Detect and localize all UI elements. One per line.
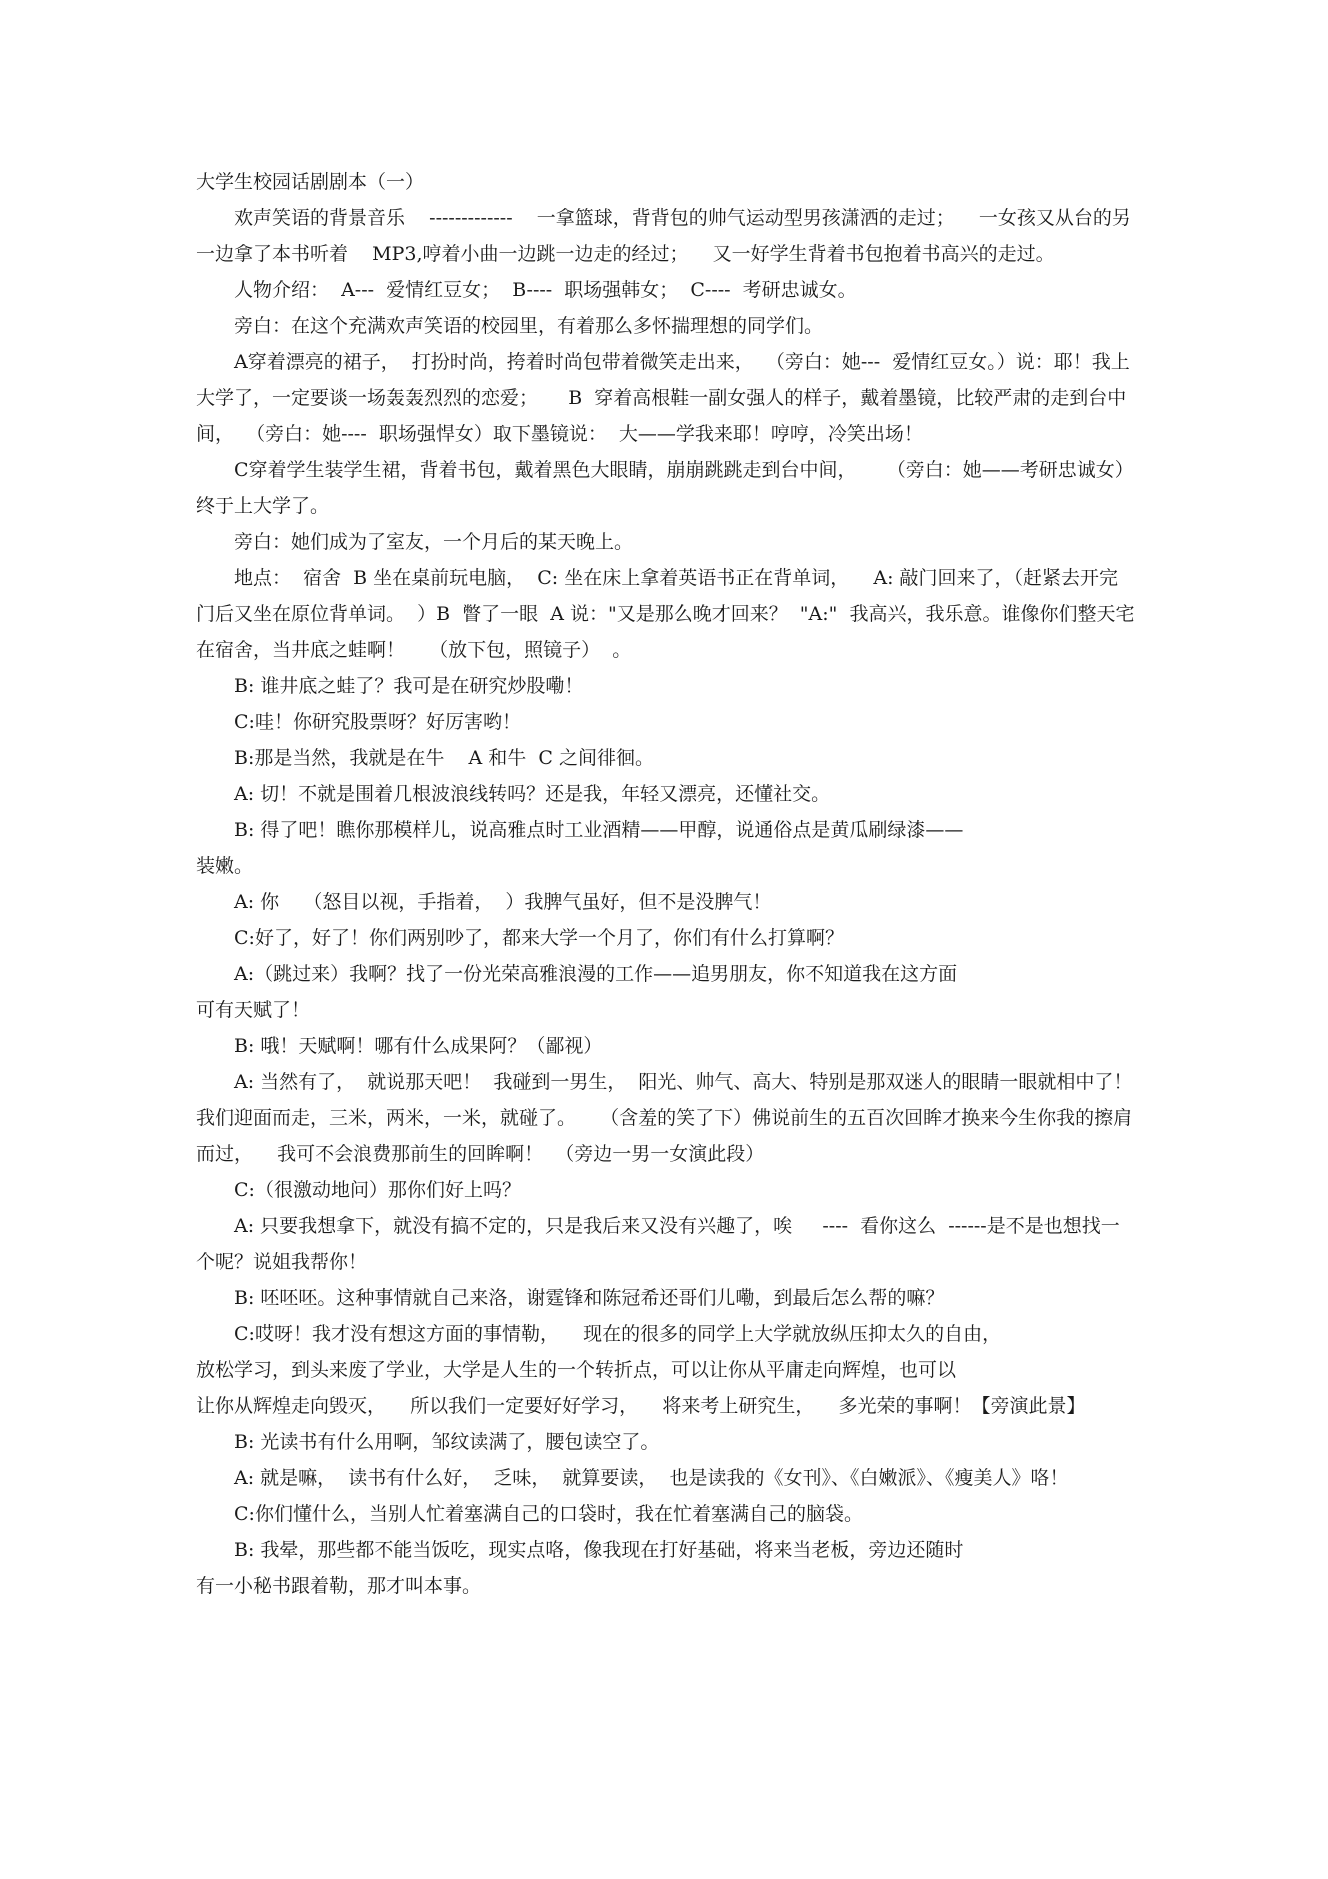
paragraph-line: A:（跳过来）我啊？找了一份光荣高雅浪漫的工作——追男朋友，你不知道我在这方面: [234, 963, 958, 985]
paragraph: [196, 1208, 1136, 1280]
paragraph: [196, 740, 1136, 776]
paragraph: [196, 1460, 1136, 1496]
paragraph-line: B: 哦！天赋啊！哪有什么成果阿？（鄙视）: [234, 1035, 603, 1057]
paragraph: [196, 1028, 1136, 1064]
paragraph-line: C:哇！你研究股票呀？好厉害哟！: [234, 711, 521, 733]
paragraph: [196, 884, 1136, 920]
paragraph-line: A穿着漂亮的裙子， 打扮时尚，挎着时尚包带着微笑走出来， （旁白：她--- 爱情红豆女。）说：耶！我上大学了，一定要谈一场轰轰烈烈的恋爱； B 穿着高根鞋一副女强人的样子，戴着墨镜，比较严肃的走到台中间， （旁白：她---- 职场强悍女）取下墨镜说： 大——学我来耶！哼哼，冷笑出场！: [196, 351, 1130, 445]
paragraph: [196, 668, 1136, 704]
page-title: 大学生校园话剧剧本（一）: [196, 171, 425, 193]
paragraph-line: B: 呸呸呸。这种事情就自己来洛，谢霆锋和陈冠希还哥们儿嘞，到最后怎么帮的嘛？: [234, 1287, 945, 1309]
paragraph: [196, 1496, 1136, 1532]
paragraph: [196, 200, 1136, 272]
paragraph-line: A: 只要我想拿下，就没有搞不定的，只是我后来又没有兴趣了，唉 ---- 看你这么 ------是不是也想找一个呢？说姐我帮你！: [196, 1215, 1120, 1273]
paragraph: [196, 1064, 1136, 1172]
paragraph-line: 放松学习，到头来废了学业，大学是人生的一个转折点，可以让你从平庸走向辉煌，也可以: [196, 1359, 957, 1381]
paragraph-line: C:哎呀！我才没有想这方面的事情勒， 现在的很多的同学上大学就放纵压抑太久的自由，: [234, 1323, 1002, 1345]
paragraph-line: A: 切！不就是围着几根波浪线转吗？还是我，年轻又漂亮，还懂社交。: [234, 783, 831, 805]
paragraph-line: 旁白：她们成为了室友，一个月后的某天晚上。: [234, 531, 634, 553]
paragraph: [196, 524, 1136, 560]
paragraph: [196, 1424, 1136, 1460]
paragraph: [196, 272, 1136, 308]
paragraph: [196, 1532, 1136, 1604]
paragraph: [196, 560, 1136, 668]
paragraph-line: 地点： 宿舍 B 坐在桌前玩电脑， C: 坐在床上拿着英语书正在背单词， A: 敲门回来了，（赶紧去开完门后又坐在原位背单词。 ）B 瞥了一眼 A 说："又是那么晚才回来？ "A:" 我高兴，我乐意。谁像你们整天宅在宿舍，当井底之蛙啊！ （放下包，照镜子） 。: [196, 567, 1135, 661]
paragraph: [196, 1280, 1136, 1316]
paragraph-line: B: 得了吧！瞧你那模样儿，说高雅点时工业酒精——甲醇，说通俗点是黄瓜刷绿漆——: [234, 819, 964, 841]
paragraph-line: C:你们懂什么，当别人忙着塞满自己的口袋时，我在忙着塞满自己的脑袋。: [234, 1503, 863, 1525]
paragraph-line: B: 谁井底之蛙了？我可是在研究炒股嘞！: [234, 675, 584, 697]
paragraph-line: B:那是当然，我就是在牛 A 和牛 C 之间徘徊。: [234, 747, 654, 769]
paragraph-line: 旁白：在这个充满欢声笑语的校园里，有着那么多怀揣理想的同学们。: [234, 315, 824, 337]
paragraph-list: [196, 200, 1136, 1604]
paragraph: [196, 1172, 1136, 1208]
paragraph-line: C:（很激动地问）那你们好上吗？: [234, 1179, 521, 1201]
paragraph-line: A: 你 （怒目以视，手指着， ）我脾气虽好，但不是没脾气！: [234, 891, 772, 913]
paragraph-line: B: 我晕，那些都不能当饭吃，现实点咯，像我现在打好基础，将来当老板，旁边还随时: [234, 1539, 964, 1561]
paragraph-line: C:好了，好了！你们两别吵了，都来大学一个月了，你们有什么打算啊？: [234, 927, 844, 949]
paragraph-line: 让你从辉煌走向毁灭， 所以我们一定要好好学习， 将来考上研究生， 多光荣的事啊！【旁演此景】: [196, 1395, 1086, 1417]
paragraph: [196, 812, 1136, 884]
paragraph: [196, 776, 1136, 812]
paragraph-line: C穿着学生装学生裙，背着书包，戴着黑色大眼睛，崩崩跳跳走到台中间， （旁白：她——考研忠诚女）终于上大学了。: [196, 459, 1134, 517]
paragraph: [196, 344, 1136, 452]
paragraph-line: A: 就是嘛， 读书有什么好， 乏味， 就算要读， 也是读我的《女刊》、《白嫩派》、《瘦美人》咯！: [234, 1467, 1069, 1489]
paragraph-line: B: 光读书有什么用啊，邹纹读满了，腰包读空了。: [234, 1431, 660, 1453]
paragraph: [196, 452, 1136, 524]
paragraph: [196, 704, 1136, 740]
paragraph: [196, 1316, 1136, 1424]
script-body: [196, 164, 1136, 1604]
paragraph-line: 有一小秘书跟着勒，那才叫本事。: [196, 1575, 482, 1597]
paragraph-line: 可有天赋了！: [196, 999, 311, 1021]
paragraph-line: A: 当然有了， 就说那天吧！ 我碰到一男生， 阳光、帅气、高大、特别是那双迷人的眼睛一眼就相中了！我们迎面而走，三米，两米，一米，就碰了。 （含羞的笑了下）佛说前生的五百次回眸才换来今生你我的擦肩而过， 我可不会浪费那前生的回眸啊！ （旁边一男一女演此段）: [196, 1071, 1133, 1165]
paragraph: [196, 308, 1136, 344]
paragraph-line: 装嫩。: [196, 855, 254, 877]
paragraph: [196, 956, 1136, 1028]
paragraph: [196, 920, 1136, 956]
paragraph-line: 欢声笑语的背景音乐 ------------- 一拿篮球，背背包的帅气运动型男孩潇洒的走过； 一女孩又从台的另一边拿了本书听着 MP3,哼着小曲一边跳一边走的经过； 又一好学生背着书包抱着书高兴的走过。: [196, 207, 1131, 265]
paragraph-line: 人物介绍： A--- 爱情红豆女； B---- 职场强韩女； C---- 考研忠诚女。: [234, 279, 857, 301]
